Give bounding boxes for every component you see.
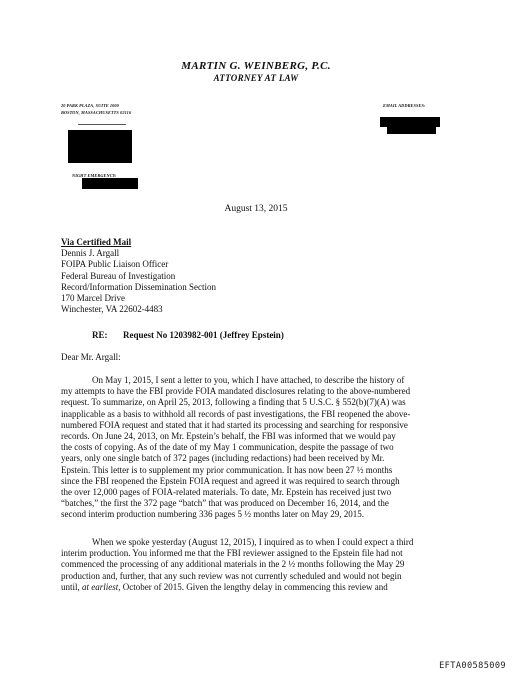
salutation: Dear Mr. Argall: — [61, 352, 121, 362]
email-label: EMAIL ADDRESSES: — [383, 103, 426, 108]
recipient-line: Winchester, VA 22602-4483 — [61, 304, 163, 315]
line-text: , October of 2015. Given the lengthy delay in commencing this review and — [118, 581, 388, 592]
emphasis-text: at earliest — [82, 581, 119, 592]
paragraph-1 — [61, 375, 459, 521]
recipient-line: 170 Marcel Drive — [61, 293, 125, 304]
recipient-line: FOIPA Public Liaison Officer — [61, 259, 169, 270]
document-id: EFTA00585009 — [439, 661, 506, 671]
night-emergency-label: NIGHT EMERGENCY: — [72, 173, 117, 178]
paragraph-line: years, only one single batch of 372 pages (including redactions) had been received by Mr. — [61, 453, 385, 464]
paragraph-line: On May 1, 2015, I sent a letter to you, which I have attached, to describe the history of — [92, 375, 405, 385]
paragraph-line: “batches,” the first the 372 page “batch” that was produced on December 16, 2014, and the — [61, 498, 389, 509]
paragraph-line: numbered FOIA request and stated that it had started its processing and searching for responsive — [61, 419, 408, 430]
subject-text: Request No 1203982-001 (Jeffrey Epstein) — [123, 330, 284, 340]
firm-name: MARTIN G. WEINBERG, P.C. — [181, 60, 331, 72]
paragraph-line: my attempts to have the FBI provide FOIA mandated disclosures relating to the above-numbered — [61, 386, 411, 397]
paragraph-line — [61, 582, 459, 593]
paragraph-line: request. To summarize, on April 25, 2013, following a finding that 5 U.S.C. § 552(b)(7)(A) was — [61, 397, 406, 408]
paragraph-line: second interim production numbering 336 pages 5 ½ months later on May 29, 2015. — [61, 509, 364, 520]
paragraph-line: the costs of copying. As of the date of my May 1 communication, despite the passage of two — [61, 442, 394, 453]
divider-rule — [78, 124, 126, 125]
paragraph-line: inapplicable as a basis to withhold all records of past investigations, the FBI reopened the above- — [61, 408, 411, 419]
line-text: until, — [61, 581, 83, 592]
paragraph-line: records. On June 24, 2013, on Mr. Epstein’s behalf, the FBI was informed that we would pay — [61, 431, 396, 442]
paragraph-line: When we spoke yesterday (August 12, 2015), I inquired as to when I could expect a third — [92, 537, 414, 547]
recipient-block — [61, 237, 216, 315]
firm-subtitle: ATTORNEY AT LAW — [213, 73, 299, 83]
address-line-1: 20 PARK PLAZA, SUITE 1000 — [61, 103, 119, 108]
paragraph-line: Epstein. This letter is to supplement my prior communication. It has now been 27 ½ months — [61, 464, 393, 475]
delivery-method: Via Certified Mail — [61, 237, 132, 247]
paragraph-line: the over 12,000 pages of FOIA-related materials. To date, Mr. Epstein has received just two — [61, 487, 392, 498]
redaction-block — [387, 127, 436, 134]
letter-date: August 13, 2015 — [224, 204, 288, 214]
recipient-line: Federal Bureau of Investigation — [61, 270, 176, 281]
redaction-block — [82, 178, 138, 189]
paragraph-line: production and, further, that any such review was not currently scheduled and would not begin — [61, 570, 402, 581]
recipient-line: Dennis J. Argall — [61, 248, 120, 259]
redaction-block — [380, 117, 440, 127]
paragraph-line: since the FBI reopened the Epstein FOIA request and agreed it was required to search through — [61, 475, 400, 486]
paragraph-line: interim production. You informed me that the FBI reviewer assigned to the Epstein file had not — [61, 548, 403, 559]
paragraph-line: commenced the processing of any additional materials in the 2 ½ months following the May 29 — [61, 559, 405, 570]
recipient-line: Record/Information Dissemination Section — [61, 281, 216, 292]
address-line-2: BOSTON, MASSACHUSETTS 02116 — [61, 110, 132, 115]
paragraph-2 — [61, 537, 459, 593]
redaction-block — [68, 130, 132, 163]
subject-label: RE: — [92, 330, 108, 340]
